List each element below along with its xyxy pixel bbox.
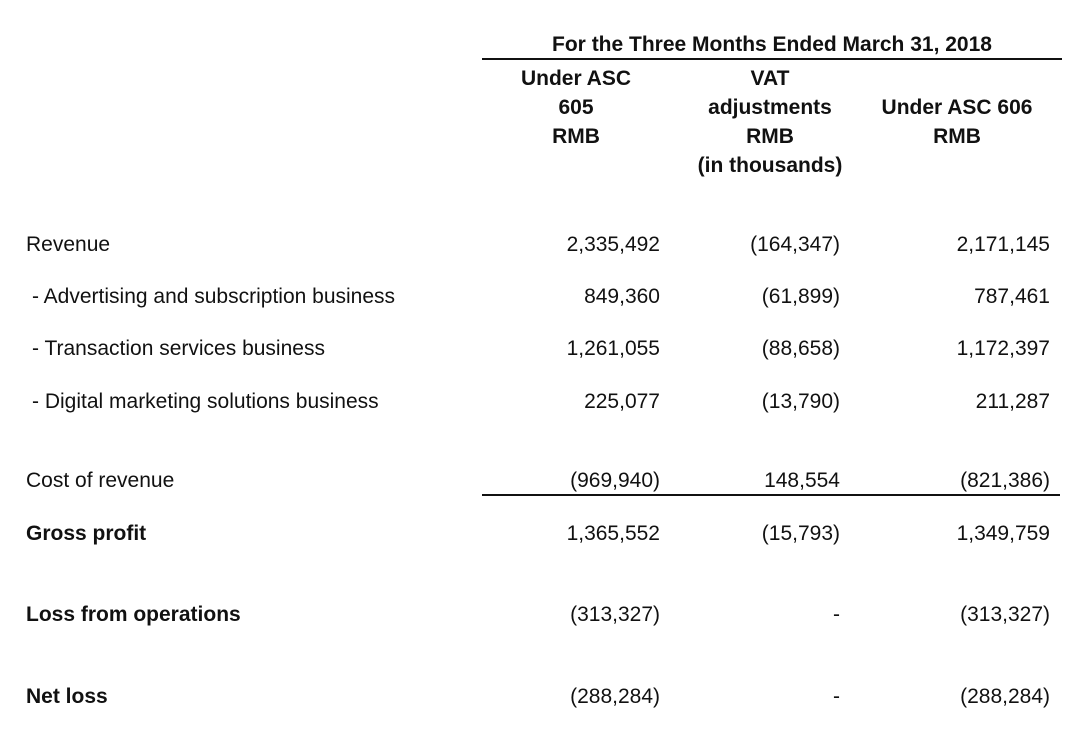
header-rule [482,58,1062,60]
column-header-asc606 [866,93,1048,151]
cell-value: (821,386) [960,469,1050,492]
column-header-vat-adjustments [680,64,860,180]
row-label-gross-profit: Gross profit [26,522,147,545]
cell-value: (88,658) [761,337,840,360]
row-label-advertising: - Advertising and subscription business [32,285,396,308]
cell-value: 211,287 [975,390,1050,413]
column-header-line: RMB [552,125,600,148]
cell-value: (288,284) [960,685,1050,708]
cell-value: 225,077 [584,390,660,413]
cell-value: (313,327) [960,603,1050,626]
row-label-cost-of-revenue: Cost of revenue [26,469,175,492]
row-label-net-loss: Net loss [26,685,108,708]
cell-value: - [833,603,840,626]
cell-value: 849,360 [584,285,660,308]
cell-value: (969,940) [570,469,660,492]
cell-value: 1,172,397 [956,337,1050,360]
row-label-revenue: Revenue [26,233,111,256]
cell-value: (13,790) [761,390,840,413]
column-header-line: Under ASC 606 [881,96,1033,119]
column-header-line: VAT [750,67,790,90]
column-header-line: adjustments [708,96,832,119]
cell-value: 2,335,492 [566,233,660,256]
cell-value: (313,327) [570,603,660,626]
cell-value: (164,347) [750,233,840,256]
period-title: For the Three Months Ended March 31, 2018 [552,33,992,56]
column-header-line: RMB [933,125,981,148]
cell-value: (15,793) [761,522,840,545]
row-label-transaction: - Transaction services business [32,337,325,360]
subtotal-rule [482,494,1060,496]
column-header-line: (in thousands) [697,154,843,177]
row-label-digital-marketing: - Digital marketing solutions business [32,390,379,413]
cell-value: 1,349,759 [956,522,1050,545]
column-header-line: RMB [746,125,794,148]
cell-value: - [833,685,840,708]
cell-value: (288,284) [570,685,660,708]
cell-value: 148,554 [764,469,840,492]
cell-value: 1,261,055 [566,337,660,360]
column-header-line: 605 [558,96,594,119]
row-label-loss-from-operations: Loss from operations [26,603,241,626]
cell-value: (61,899) [761,285,840,308]
cell-value: 787,461 [974,285,1050,308]
column-header-line: Under ASC [520,67,632,90]
cell-value: 1,365,552 [566,522,660,545]
cell-value: 2,171,145 [956,233,1050,256]
column-header-asc605 [500,64,652,151]
